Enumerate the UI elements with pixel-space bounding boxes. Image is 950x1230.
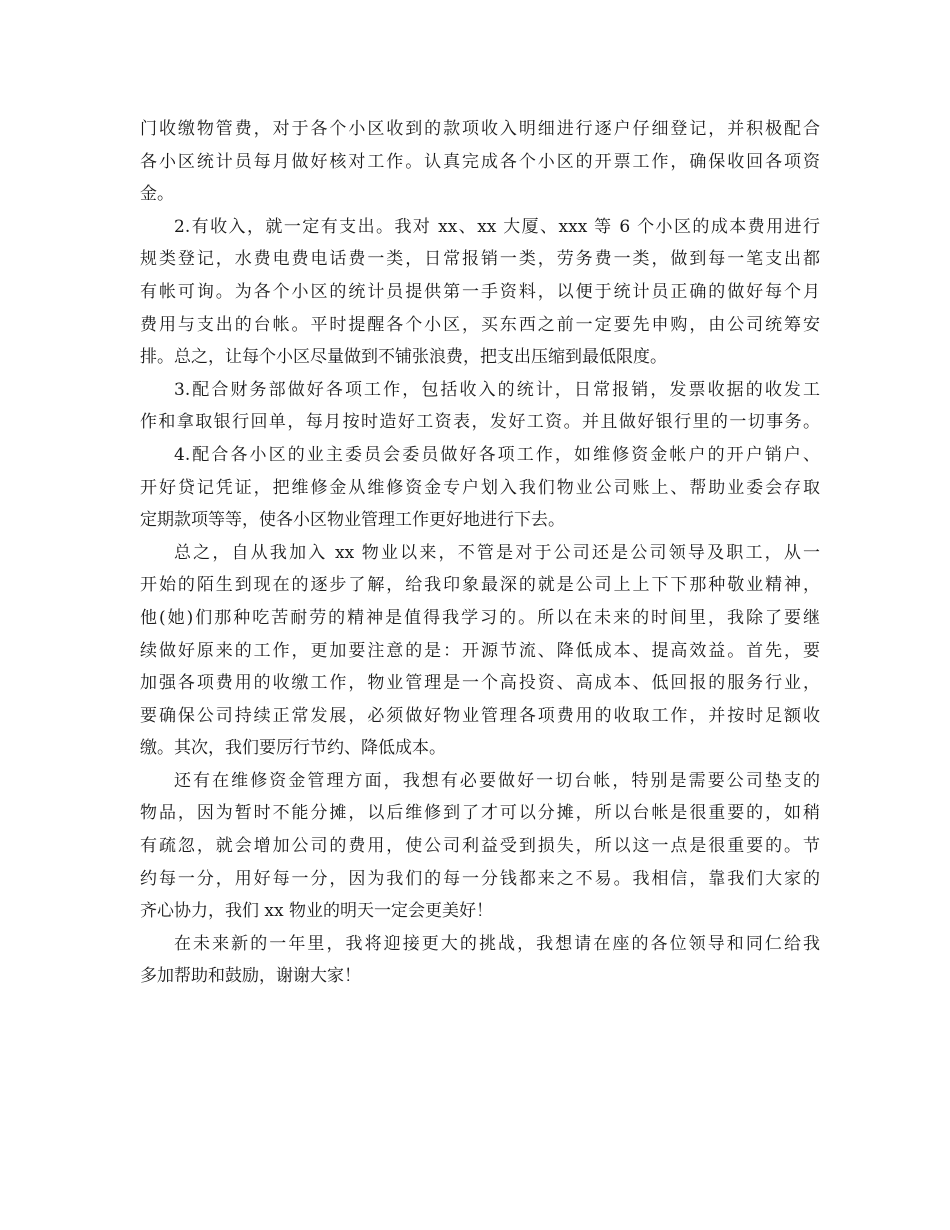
text-line: 还有在维修资金管理方面，我想有必要做好一切台帐，特别是需要公司垫支的 — [174, 770, 820, 791]
text-line: 定期款项等等，使各小区物业管理工作更好地进行下去。 — [140, 510, 565, 531]
text-line: 规类登记，水费电费电话费一类，日常报销一类，劳务费一类，做到每一笔支出都 — [140, 249, 820, 270]
text-line: 作和拿取银行回单，每月按时造好工资表，发好工资。并且做好银行里的一切事务。 — [140, 412, 820, 433]
text-line: 缴。其次，我们要厉行节约、降低成本。 — [140, 738, 446, 759]
text-line: 门收缴物管费，对于各个小区收到的款项收入明细进行逐户仔细登记，并积极配合 — [140, 119, 820, 139]
document-body — [140, 113, 820, 993]
text-line: 4.配合各小区的业主委员会委员做好各项工作，如维修资金帐户的开户销户、 — [174, 444, 820, 465]
text-line: 约每一分，用好每一分，因为我们的每一分钱都来之不易。我相信，靠我们大家的 — [140, 868, 820, 889]
text-line: 3.配合财务部做好各项工作，包括收入的统计，日常报销，发票收据的收发工 — [174, 379, 820, 400]
text-line: 开好贷记凭证，把维修金从维修资金专户划入我们物业公司账上、帮助业委会存取 — [140, 477, 820, 498]
text-line: 各小区统计员每月做好核对工作。认真完成各个小区的开票工作，确保收回各项资 — [140, 151, 820, 172]
text-line: 有疏忽，就会增加公司的费用，使公司利益受到损失，所以这一点是很重要的。节 — [140, 836, 820, 857]
text-line: 加强各项费用的收缴工作，物业管理是一个高投资、高成本、低回报的服务行业， — [140, 673, 820, 694]
text-line: 费用与支出的台帐。平时提醒各个小区，买东西之前一定要先申购，由公司统筹安 — [140, 314, 820, 335]
text-line: 要确保公司持续正常发展，必须做好物业管理各项费用的收取工作，并按时足额收 — [140, 705, 820, 726]
text-line: 续做好原来的工作，更加要注意的是：开源节流、降低成本、提高效益。首先，要 — [140, 640, 820, 661]
text-line: 排。总之，让每个小区尽量做到不铺张浪费，把支出压缩到最低限度。 — [140, 347, 667, 368]
text-line: 总之，自从我加入 xx 物业以来，不管是对于公司还是公司领导及职工，从一 — [174, 542, 820, 563]
text-line: 在未来新的一年里，我将迎接更大的挑战，我想请在座的各位领导和同仁给我 — [174, 933, 820, 954]
text-line: 齐心协力，我们 xx 物业的明天一定会更美好！ — [140, 901, 493, 922]
text-line: 他(她)们那种吃苦耐劳的精神是值得我学习的。所以在未来的时间里，我除了要继 — [140, 607, 820, 628]
text-line: 物品，因为暂时不能分摊，以后维修到了才可以分摊，所以台帐是很重要的，如稍 — [140, 803, 820, 824]
text-line: 开始的陌生到现在的逐步了解，给我印象最深的就是公司上上下下那种敬业精神， — [140, 575, 820, 596]
text-line: 金。 — [140, 184, 174, 205]
text-line: 多加帮助和鼓励，谢谢大家！ — [140, 966, 361, 987]
text-line: 2.有收入，就一定有支出。我对 xx、xx 大厦、xxx 等 6 个小区的成本费用进行 — [174, 216, 820, 237]
text-line: 有帐可询。为各个小区的统计员提供第一手资料，以便于统计员正确的做好每个月 — [140, 281, 820, 302]
